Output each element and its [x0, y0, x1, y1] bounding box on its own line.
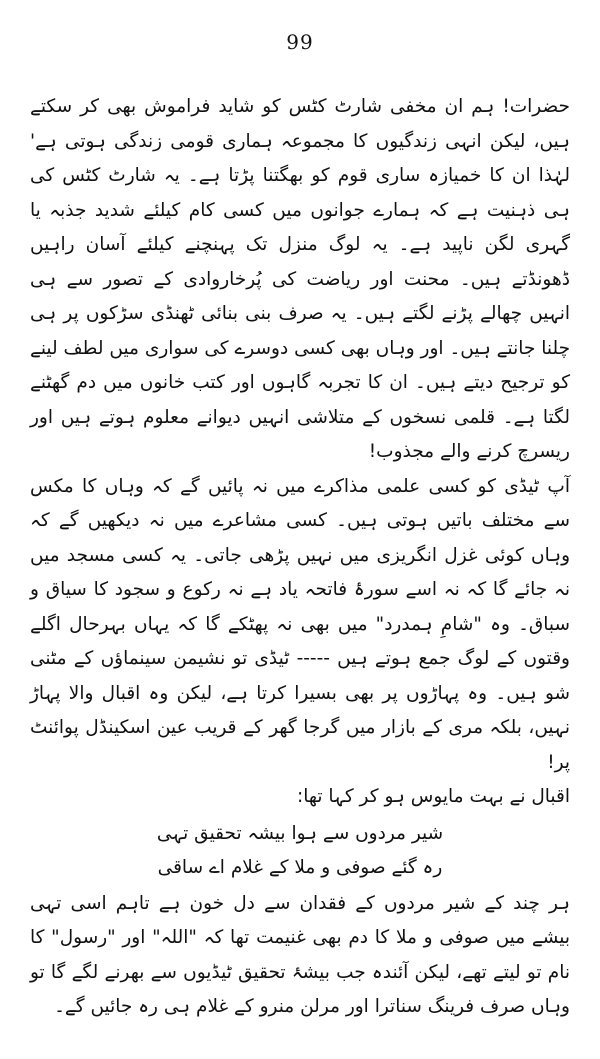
- page-body-text: [30, 90, 570, 1025]
- paragraph-2: آپ ٹیڈی کو کسی علمی مذاکرے میں نہ پائیں گے کہ وہاں کا مکس سے مختلف باتیں ہوتی ہیں۔ کسی مشاعرے میں نہ دیکھیں گے کہ وہاں کوئی غزل انگریزی میں نہیں پڑھی جاتی۔ یہ کسی مسجد میں نہ جائے گا کہ نہ اسے سورۂ فاتحہ یاد ہے نہ رکوع و سجود کا سیاق و سباق۔ وہ "شامِ ہمدرد" میں بھی نہ پھٹکے گا کہ یہاں بہرحال اگلے وقتوں کے لوگ جمع ہوتے ہیں ----- ٹیڈی تو نشیمن سینماؤں کے مٹنی شو ہیں۔ وہ پہاڑوں پر بھی بسیرا کرتا ہے، لیکن وہ اقبال والا پہاڑ نہیں، بلکہ مری کے بازار میں گرجا گھر کے قریب عین اسکینڈل پوائنٹ پر!: [30, 475, 570, 773]
- page-number: 99: [286, 30, 314, 54]
- poem-line-1: شیر مردوں سے ہوا بیشہ تحقیق تہی: [156, 822, 444, 844]
- poem-line-2: رہ گئے صوفی و ملا کے غلام اے ساقی: [157, 856, 443, 878]
- paragraph-3: اقبال نے بہت مایوس ہو کر کہا تھا:: [296, 786, 570, 807]
- closing-paragraph: ہر چند کے شیر مردوں کے فقدان سے دل خون ہے تاہم اسی تہی بیشے میں صوفی و ملا کا دم بھی غنیمت تھا کہ "اللہ" اور "رسول" کا نام تو لیتے تھے، لیکن آئندہ جب بیشۂ تحقیق ٹیڈیوں سے بھرنے لگے گا تو وہاں صرف فرینگ سناترا اور مرلن منرو کے غلام ہی رہ جائیں گے۔: [30, 892, 570, 1017]
- poem-couplet: [30, 817, 570, 885]
- paragraph-1: حضرات! ہم ان مخفی شارٹ کٹس کو شاید فراموش بھی کر سکتے ہیں، لیکن انہی زندگیوں کا مجموعہ ہماری قومی زندگی ہوتی ہے' لہٰذا ان کا خمیازہ ساری قوم کو بھگتنا پڑتا ہے۔ یہ شارٹ کٹس کی ہی ذہنیت ہے کہ ہمارے جوانوں میں کسی کام کیلئے شدید جذبہ یا گہری لگن ناپید ہے۔ یہ لوگ منزل تک پہنچنے کیلئے آسان راہیں ڈھونڈتے ہیں۔ محنت اور ریاضت کی پُرخاروادی کے تصور سے ہی انہیں چھالے پڑنے لگتے ہیں۔ یہ صرف بنی بنائی ٹھنڈی سڑکوں پر ہی چلنا جانتے ہیں۔ اور وہاں بھی کسی دوسرے کی سواری میں لطف لینے کو ترجیح دیتے ہیں۔ ان کا تجربہ گاہوں اور کتب خانوں میں دم گھٹنے لگتا ہے۔ قلمی نسخوں کے متلاشی انہیں دیوانے معلوم ہوتے ہیں اور ریسرچ کرنے والے مجذوب!: [30, 96, 570, 462]
